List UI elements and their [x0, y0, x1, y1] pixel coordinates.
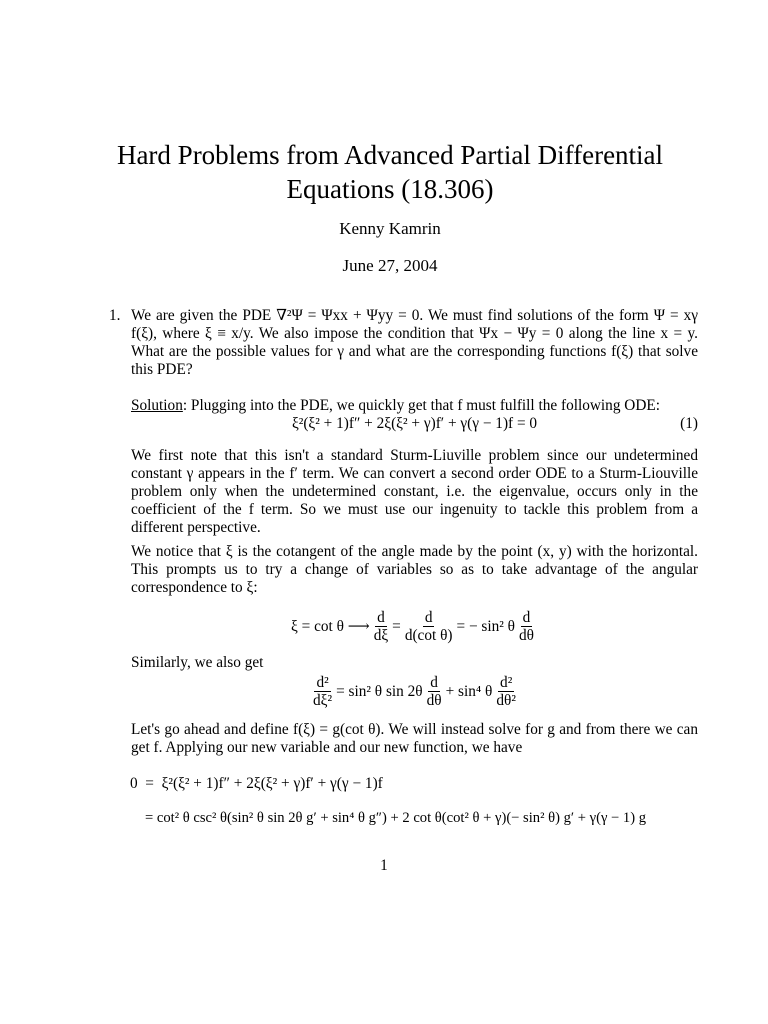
eq3-mid-2: + sin⁴ θ — [445, 682, 493, 700]
eq2-lhs: ξ = cot θ ⟶ — [291, 617, 370, 635]
eq3-fraction-2 — [425, 674, 444, 709]
paragraph-sturm-liouville: We first note that this isn't a standard Sturm-Liuville problem since our undetermined constant γ appears in the f′ term. We can convert a second order ODE to a Sturm-Liouville problem only when the undetermined constant, i.e. the eigenvalue, occurs only in the coefficient of the f term. So we must use our ingenuity to tackle this problem from a different perspective. — [131, 447, 698, 536]
eq2-fraction-3 — [517, 609, 536, 644]
solution-label: Solution — [131, 397, 183, 414]
eq3-fraction-3 — [494, 674, 518, 709]
paper-date: June 27, 2004 — [342, 256, 438, 275]
eq2-mid: = − sin² θ — [456, 617, 515, 635]
eq3-f2-num: d — [430, 674, 438, 691]
author-name: Kenny Kamrin — [339, 219, 441, 238]
paragraph-define-g: Let's go ahead and define f(ξ) = g(cot θ). We will instead solve for g and from there we can get f. Applying our new variable and our new function, we have — [131, 721, 698, 756]
paper-title: Hard Problems from Advanced Partial Differential Equations (18.306) — [116, 140, 664, 204]
problem-number: 1. — [109, 307, 121, 324]
solution-intro: : Plugging into the PDE, we quickly get that f must fulfill the following ODE: — [182, 397, 660, 414]
eq2-f1-num: d — [377, 609, 385, 626]
similarly-text: Similarly, we also get — [131, 654, 264, 671]
paragraph-cotangent: We notice that ξ is the cotangent of the angle made by the point (x, y) with the horizontal. This prompts us to try a change of variables so as to take advantage of the angular correspondence to ξ: — [131, 543, 698, 596]
eq2-fraction-1 — [372, 609, 390, 644]
page-number: 1 — [380, 857, 388, 874]
eq3-f1-den: dξ² — [313, 692, 333, 709]
eq2-f2-den: d(cot θ) — [404, 627, 453, 644]
equation-1-body: ξ²(ξ² + 1)f″ + 2ξ(ξ² + γ)f′ + γ(γ − 1)f = 0 — [291, 415, 538, 432]
eq2-fraction-2 — [403, 609, 455, 644]
eq3-f2-den: dθ — [426, 692, 442, 709]
eq3-f1-num: d² — [316, 674, 329, 691]
equation-1 — [131, 415, 698, 433]
equation-4-line-2: = cot² θ csc² θ(sin² θ sin 2θ g′ + sin⁴ θ g″) + 2 cot θ(cot² θ + γ)(− sin² θ) g′ + γ(γ − 1) g — [145, 810, 647, 826]
equation-1-number: (1) — [680, 415, 698, 432]
solution-intro-paragraph — [131, 397, 698, 415]
eq3-f3-num: d² — [500, 674, 513, 691]
eq2-f1-den: dξ — [373, 627, 389, 644]
eq3-f3-den: dθ² — [496, 692, 516, 709]
eq3-fraction-1 — [311, 674, 334, 709]
paper-body — [109, 307, 698, 827]
eq2-f2-num: d — [424, 609, 433, 626]
equation-3 — [131, 674, 698, 709]
equation-2 — [131, 609, 698, 644]
equation-4-line-1: 0 = ξ²(ξ² + 1)f″ + 2ξ(ξ² + γ)f′ + γ(γ − 1)f — [130, 775, 383, 792]
problem-statement: We are given the PDE ∇²Ψ = Ψxx + Ψyy = 0. We must find solutions of the form Ψ = xγ f(ξ), where ξ ≡ x/y. We also impose the condition that Ψx − Ψy = 0 along the line x = y. What are the possible values for γ and what are the corresponding functions f(ξ) that solve this PDE? — [131, 307, 698, 378]
problem-block — [109, 307, 698, 379]
eq2-f3-num: d — [522, 609, 531, 626]
eq2-f3-den: dθ — [519, 627, 534, 644]
eq3-mid-1: = sin² θ sin 2θ — [336, 682, 423, 700]
eq2-equals: = — [392, 617, 401, 635]
